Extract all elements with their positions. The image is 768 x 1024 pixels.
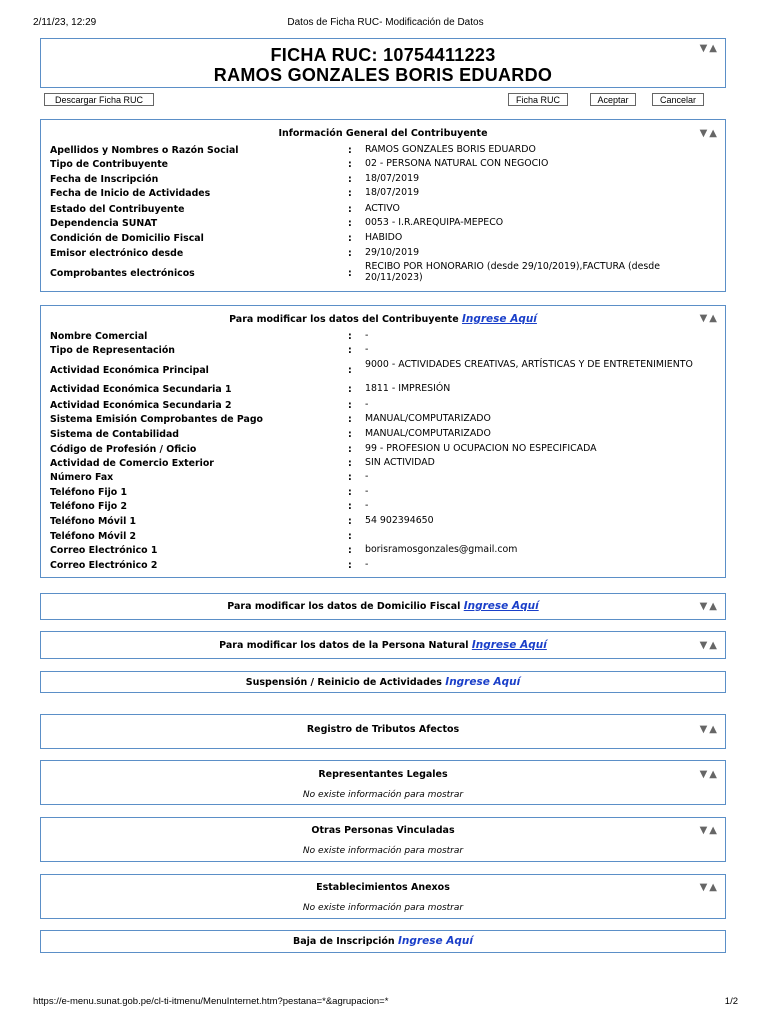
field-colon: :: [348, 204, 352, 215]
section-title-text: Para modificar los datos del Contribuyente: [229, 314, 459, 325]
print-doc-title: Datos de Ficha RUC- Modificación de Datos: [287, 17, 484, 28]
cancel-button[interactable]: Cancelar: [652, 93, 704, 106]
section-title: [41, 935, 725, 947]
field-colon: :: [348, 384, 352, 395]
section-title: [41, 313, 725, 325]
field-label: Emisor electrónico desde: [50, 248, 184, 259]
field-value: MANUAL/COMPUTARIZADO: [365, 428, 491, 439]
field-value: RECIBO POR HONORARIO (desde 29/10/2019),FACTURA (desde 20/11/2023): [365, 261, 660, 283]
representantes-section: [40, 760, 726, 805]
field-value: 54 902394650: [365, 515, 434, 526]
ficha-title-box: [40, 38, 726, 88]
field-label: Actividad Económica Secundaria 2: [50, 400, 232, 411]
section-title-text: Para modificar los datos de Domicilio Fiscal: [227, 601, 461, 612]
field-colon: :: [348, 560, 352, 571]
field-label: Actividad de Comercio Exterior: [50, 458, 214, 469]
field-label: Dependencia SUNAT: [50, 218, 158, 229]
field-value: -: [365, 486, 369, 497]
baja-section: [40, 930, 726, 953]
section-title: [41, 600, 725, 612]
field-value: ACTIVO: [365, 203, 400, 214]
field-label: Apellidos y Nombres o Razón Social: [50, 145, 239, 156]
arrow-down-icon[interactable]: ▼: [699, 128, 710, 139]
collapse-arrows: [700, 601, 719, 612]
collapse-arrows: [700, 882, 719, 893]
field-value: 0053 - I.R.AREQUIPA-MEPECO: [365, 217, 504, 228]
section-title: Otras Personas Vinculadas: [311, 825, 455, 836]
arrow-down-icon[interactable]: ▼: [699, 769, 710, 780]
print-url: https://e-menu.sunat.gob.pe/cl-ti-itmenu/MenuInternet.htm?pestana=*&agrupacion=*: [33, 996, 389, 1007]
field-label: Correo Electrónico 1: [50, 545, 158, 556]
collapse-arrows: [700, 825, 719, 836]
field-colon: :: [348, 233, 352, 244]
field-colon: :: [348, 516, 352, 527]
ingrese-aqui-link[interactable]: Ingrese Aquí: [445, 676, 521, 688]
ingrese-aqui-link[interactable]: Ingrese Aquí: [471, 639, 547, 651]
empty-message: No existe información para mostrar: [302, 790, 464, 800]
field-colon: :: [348, 268, 352, 279]
field-value: MANUAL/COMPUTARIZADO: [365, 413, 491, 424]
field-label: Comprobantes electrónicos: [50, 268, 195, 279]
field-value: borisramosgonzales@gmail.com: [365, 544, 518, 555]
field-value: RAMOS GONZALES BORIS EDUARDO: [365, 144, 536, 155]
modificar-contribuyente-section: [40, 305, 726, 578]
accept-button[interactable]: Aceptar: [590, 93, 636, 106]
persona-natural-section: [40, 631, 726, 659]
section-title: [41, 639, 725, 651]
domicilio-section: [40, 593, 726, 620]
collapse-arrows: [700, 128, 719, 139]
field-colon: :: [348, 331, 352, 342]
field-colon: :: [348, 345, 352, 356]
field-label: Sistema Emisión Comprobantes de Pago: [50, 414, 263, 425]
arrow-up-icon[interactable]: ▲: [709, 43, 719, 54]
field-value: 9000 - ACTIVIDADES CREATIVAS, ARTÍSTICAS Y DE ENTRETENIMIENTO: [365, 359, 693, 370]
field-colon: :: [348, 414, 352, 425]
name-line: RAMOS GONZALES BORIS EDUARDO: [213, 65, 553, 85]
collapse-arrows: [700, 43, 719, 54]
field-colon: :: [348, 145, 352, 156]
field-value: -: [365, 330, 369, 341]
ingrese-aqui-link[interactable]: Ingrese Aquí: [463, 600, 539, 612]
field-label: Teléfono Fijo 1: [50, 487, 128, 498]
print-page-number: 1/2: [724, 996, 738, 1007]
arrow-down-icon[interactable]: ▼: [699, 825, 710, 836]
field-label: Tipo de Contribuyente: [50, 159, 169, 170]
collapse-arrows: [700, 313, 719, 324]
field-label: Sistema de Contabilidad: [50, 429, 179, 440]
download-ficha-button[interactable]: Descargar Ficha RUC: [44, 93, 154, 106]
print-datetime: 2/11/23, 12:29: [33, 17, 97, 28]
vinculadas-section: [40, 817, 726, 862]
field-colon: :: [348, 545, 352, 556]
field-label: Teléfono Móvil 2: [50, 531, 137, 542]
field-value: -: [365, 500, 369, 511]
empty-message: No existe información para mostrar: [302, 903, 464, 913]
print-footer: [33, 996, 738, 1010]
arrow-up-icon[interactable]: ▲: [709, 882, 719, 893]
arrow-down-icon[interactable]: ▼: [699, 43, 710, 54]
print-header: [33, 17, 738, 31]
field-label: Estado del Contribuyente: [50, 204, 185, 215]
section-title: Registro de Tributos Afectos: [306, 724, 460, 735]
suspension-section: [40, 671, 726, 693]
field-value: -: [365, 559, 369, 570]
arrow-up-icon[interactable]: ▲: [709, 313, 719, 324]
field-value: 18/07/2019: [365, 187, 420, 198]
field-colon: :: [348, 531, 352, 542]
field-label: Nombre Comercial: [50, 331, 148, 342]
section-title-text: Para modificar los datos de la Persona Natural: [219, 640, 469, 651]
field-value: 1811 - IMPRESIÓN: [365, 383, 451, 394]
section-title: Información General del Contribuyente: [278, 128, 488, 139]
ruc-line: FICHA RUC: 10754411223: [270, 45, 496, 65]
field-colon: :: [348, 159, 352, 170]
arrow-up-icon[interactable]: ▲: [709, 601, 719, 612]
field-value: -: [365, 399, 369, 410]
ingrese-aqui-link[interactable]: Ingrese Aquí: [398, 935, 473, 947]
info-general-section: [40, 119, 726, 292]
field-label: Correo Electrónico 2: [50, 560, 158, 571]
field-value: -: [365, 471, 369, 482]
field-label: Condición de Domicilio Fiscal: [50, 233, 204, 244]
field-label: Tipo de Representación: [50, 345, 175, 356]
field-label: Fecha de Inicio de Actividades: [50, 188, 211, 199]
section-title-text: Baja de Inscripción: [293, 936, 395, 947]
ficha-ruc-button[interactable]: Ficha RUC: [508, 93, 568, 106]
arrow-up-icon[interactable]: ▲: [709, 724, 719, 735]
empty-message: No existe información para mostrar: [302, 846, 464, 856]
field-value: SIN ACTIVIDAD: [365, 457, 435, 468]
arrow-down-icon[interactable]: ▼: [699, 724, 710, 735]
tributos-section: [40, 714, 726, 749]
field-colon: :: [348, 487, 352, 498]
field-value: 29/10/2019: [365, 247, 420, 258]
collapse-arrows: [700, 724, 719, 735]
field-label: Actividad Económica Principal: [50, 365, 209, 376]
arrow-up-icon[interactable]: ▲: [709, 640, 719, 651]
arrow-down-icon[interactable]: ▼: [699, 313, 710, 324]
field-colon: :: [348, 218, 352, 229]
field-label: Teléfono Móvil 1: [50, 516, 137, 527]
arrow-up-icon[interactable]: ▲: [709, 128, 719, 139]
field-colon: :: [348, 429, 352, 440]
arrow-up-icon[interactable]: ▲: [709, 769, 719, 780]
field-label: Fecha de Inscripción: [50, 174, 159, 185]
field-value: 02 - PERSONA NATURAL CON NEGOCIO: [365, 158, 549, 169]
field-colon: :: [348, 365, 352, 376]
ingrese-aqui-link[interactable]: Ingrese Aquí: [461, 313, 537, 325]
field-value: 99 - PROFESION U OCUPACION NO ESPECIFICADA: [365, 443, 597, 454]
arrow-down-icon[interactable]: ▼: [699, 640, 710, 651]
field-label: Actividad Económica Secundaria 1: [50, 384, 232, 395]
field-colon: :: [348, 188, 352, 199]
field-label: Código de Profesión / Oficio: [50, 444, 197, 455]
section-title: [41, 676, 725, 688]
anexos-section: [40, 874, 726, 919]
section-title-text: Suspensión / Reinicio de Actividades: [245, 677, 442, 688]
field-colon: :: [348, 400, 352, 411]
section-title: Establecimientos Anexos: [316, 882, 450, 893]
field-colon: :: [348, 248, 352, 259]
field-colon: :: [348, 444, 352, 455]
section-title: Representantes Legales: [318, 769, 448, 780]
collapse-arrows: [700, 640, 719, 651]
field-value: HABIDO: [365, 232, 403, 243]
arrow-up-icon[interactable]: ▲: [709, 825, 719, 836]
field-colon: :: [348, 501, 352, 512]
arrow-down-icon[interactable]: ▼: [699, 882, 710, 893]
field-label: Número Fax: [50, 472, 114, 483]
field-value: 18/07/2019: [365, 173, 420, 184]
field-colon: :: [348, 458, 352, 469]
collapse-arrows: [700, 769, 719, 780]
field-colon: :: [348, 472, 352, 483]
arrow-down-icon[interactable]: ▼: [699, 601, 710, 612]
field-colon: :: [348, 174, 352, 185]
field-label: Teléfono Fijo 2: [50, 501, 128, 512]
field-value: -: [365, 344, 369, 355]
